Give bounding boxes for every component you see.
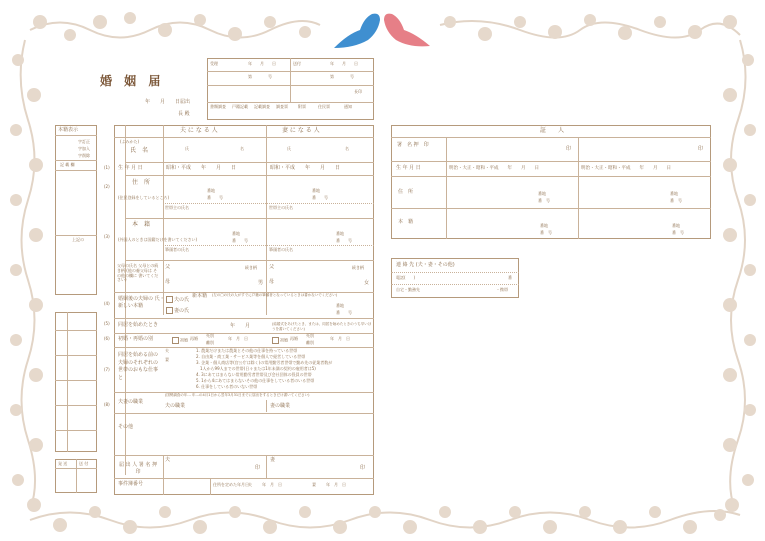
wife-seal[interactable]: 印 xyxy=(360,465,366,471)
love-birds xyxy=(330,10,435,52)
ledger-cell: 通知 xyxy=(344,104,352,109)
main-form-table xyxy=(114,125,374,495)
addressee: 長 殿 xyxy=(178,111,190,117)
witness2-seal[interactable]: 印 xyxy=(698,146,704,152)
wife-first-marriage[interactable]: 初婚 xyxy=(272,337,288,344)
left-lower-column xyxy=(55,312,97,452)
blue-bird-icon xyxy=(334,14,380,48)
wife-header: 妻 に な る 人 xyxy=(282,127,320,134)
name-label: 氏 名 xyxy=(130,147,149,154)
ledger-cell: 書類調査 xyxy=(210,104,226,109)
husband-birthdate: 昭和・平成 年 月 日 xyxy=(166,165,237,171)
left-side-column xyxy=(55,125,97,295)
ledger-cell: 戸籍記載 xyxy=(232,104,248,109)
pink-bird-icon xyxy=(384,14,430,47)
witness1-seal[interactable]: 印 xyxy=(566,146,572,152)
wife-birthdate: 昭和・平成 年 月 日 xyxy=(270,165,341,171)
husband-seal[interactable]: 印 xyxy=(255,465,261,471)
ledger-cell: 調査票 xyxy=(276,104,288,109)
husband-surname-option[interactable]: 夫の氏 xyxy=(166,296,189,303)
ledger-cell: 記載調査 xyxy=(254,104,270,109)
submission-date: 年 月 日届出 xyxy=(145,99,191,105)
ledger-cell: 附票 xyxy=(298,104,306,109)
witness-title: 証 人 xyxy=(540,127,565,134)
ledger-cell: 住民票 xyxy=(318,104,330,109)
form-title: 婚 姻 届 xyxy=(100,74,165,88)
husband-header: 夫 に な る 人 xyxy=(180,127,218,134)
wife-surname-option[interactable]: 妻の氏 xyxy=(166,307,189,314)
marriage-form-page: 婚 姻 届 年 月 日届出 長 殿 受理 年 月 日 第 号 送付 年 月 日 第 号 長印 書類調査 戸籍記載 記載調査 調査票 附票 住民票 通知 本籍表示 字訂正 字加入 字削除 記 載 欄 上記の 発 送 送 付 夫 に な る 人 妻 に な る 人 (よみかた) 氏 名 氏 名 氏 名 生 年 月 日 昭和・平成 年 月 日 昭和・平成 年 月 日 住 所 (住民登録をしているところ) 番地 番 号 番地 番 号 世帯主の氏名 世帯主の氏名 本 籍 (外国人のときは国籍だけを書いてください) 番地 番 号 番地 番 号 筆頭者の氏名 筆頭者の氏名 父母の氏名 父母との続き柄 (他の養父母は その他の欄に 書いてください) 父 母 続き柄 男 父 母 続き柄 女 婚姻後の夫婦の 氏・新しい本籍 夫の氏 妻の氏 新本籍 (左の□の氏の人がすでに戸籍の筆頭者となっているときは書かないでください) 番地 番 号 同居を始めたとき 年 月 (結婚式をあげたとき、または、同居を始めたときのうち早いほうを書いてください) 初婚・再婚の別 初婚 再婚 死別 離別 年 月 日 初婚 再婚 死別 離別 年 月 日 同居を始める前の夫婦のそれぞれの世帯のおもな仕事と 夫 妻 1. 農業だけまたは農業とその他の仕事を持っている世帯 2. 自由業・商工業・サービス業等を個人で経営している世帯 3. 企業・個人商店等(官公庁は除く)の常用勤労者世帯で勤め先の従業者数が 1人から99人までの世帯(日々または1年未満の契約の雇用者は5) 4. 3にあてはまらない常用勤労者世帯及び会社団体の役員の世帯 5. 1から4にあてはまらないその他の仕事をしている者のいる世帯 6. 仕事をしている者のいない世帯 夫妻の職業 (国勢調査の年… 年…の4月1日から翌年3月31日までに届出をするときだけ書いてください) 夫の職業 妻の職業 その他 届 出 人 署 名 押 印 夫 妻 印 印 事件簿番号 住所を定めた年月日 夫 年 月 日 妻 年 月 日 (1) (2) (3) (4) (5) (6) (7) (8) 証 人 署 名 押 印 印 印 生 年 月 日 明治・大正・昭和・平成 年 月 日 明治・大正・昭和・平成 年 月 日 住 所 番地 番 号 番地 番 号 本 籍 番地 番 号 番地 番 号 連 絡 先 (夫・妻・その他) 電話( ) 番 自宅・勤務先 ・携帯 xyxy=(0,0,765,541)
husband-first-marriage[interactable]: 初婚 xyxy=(172,337,188,344)
